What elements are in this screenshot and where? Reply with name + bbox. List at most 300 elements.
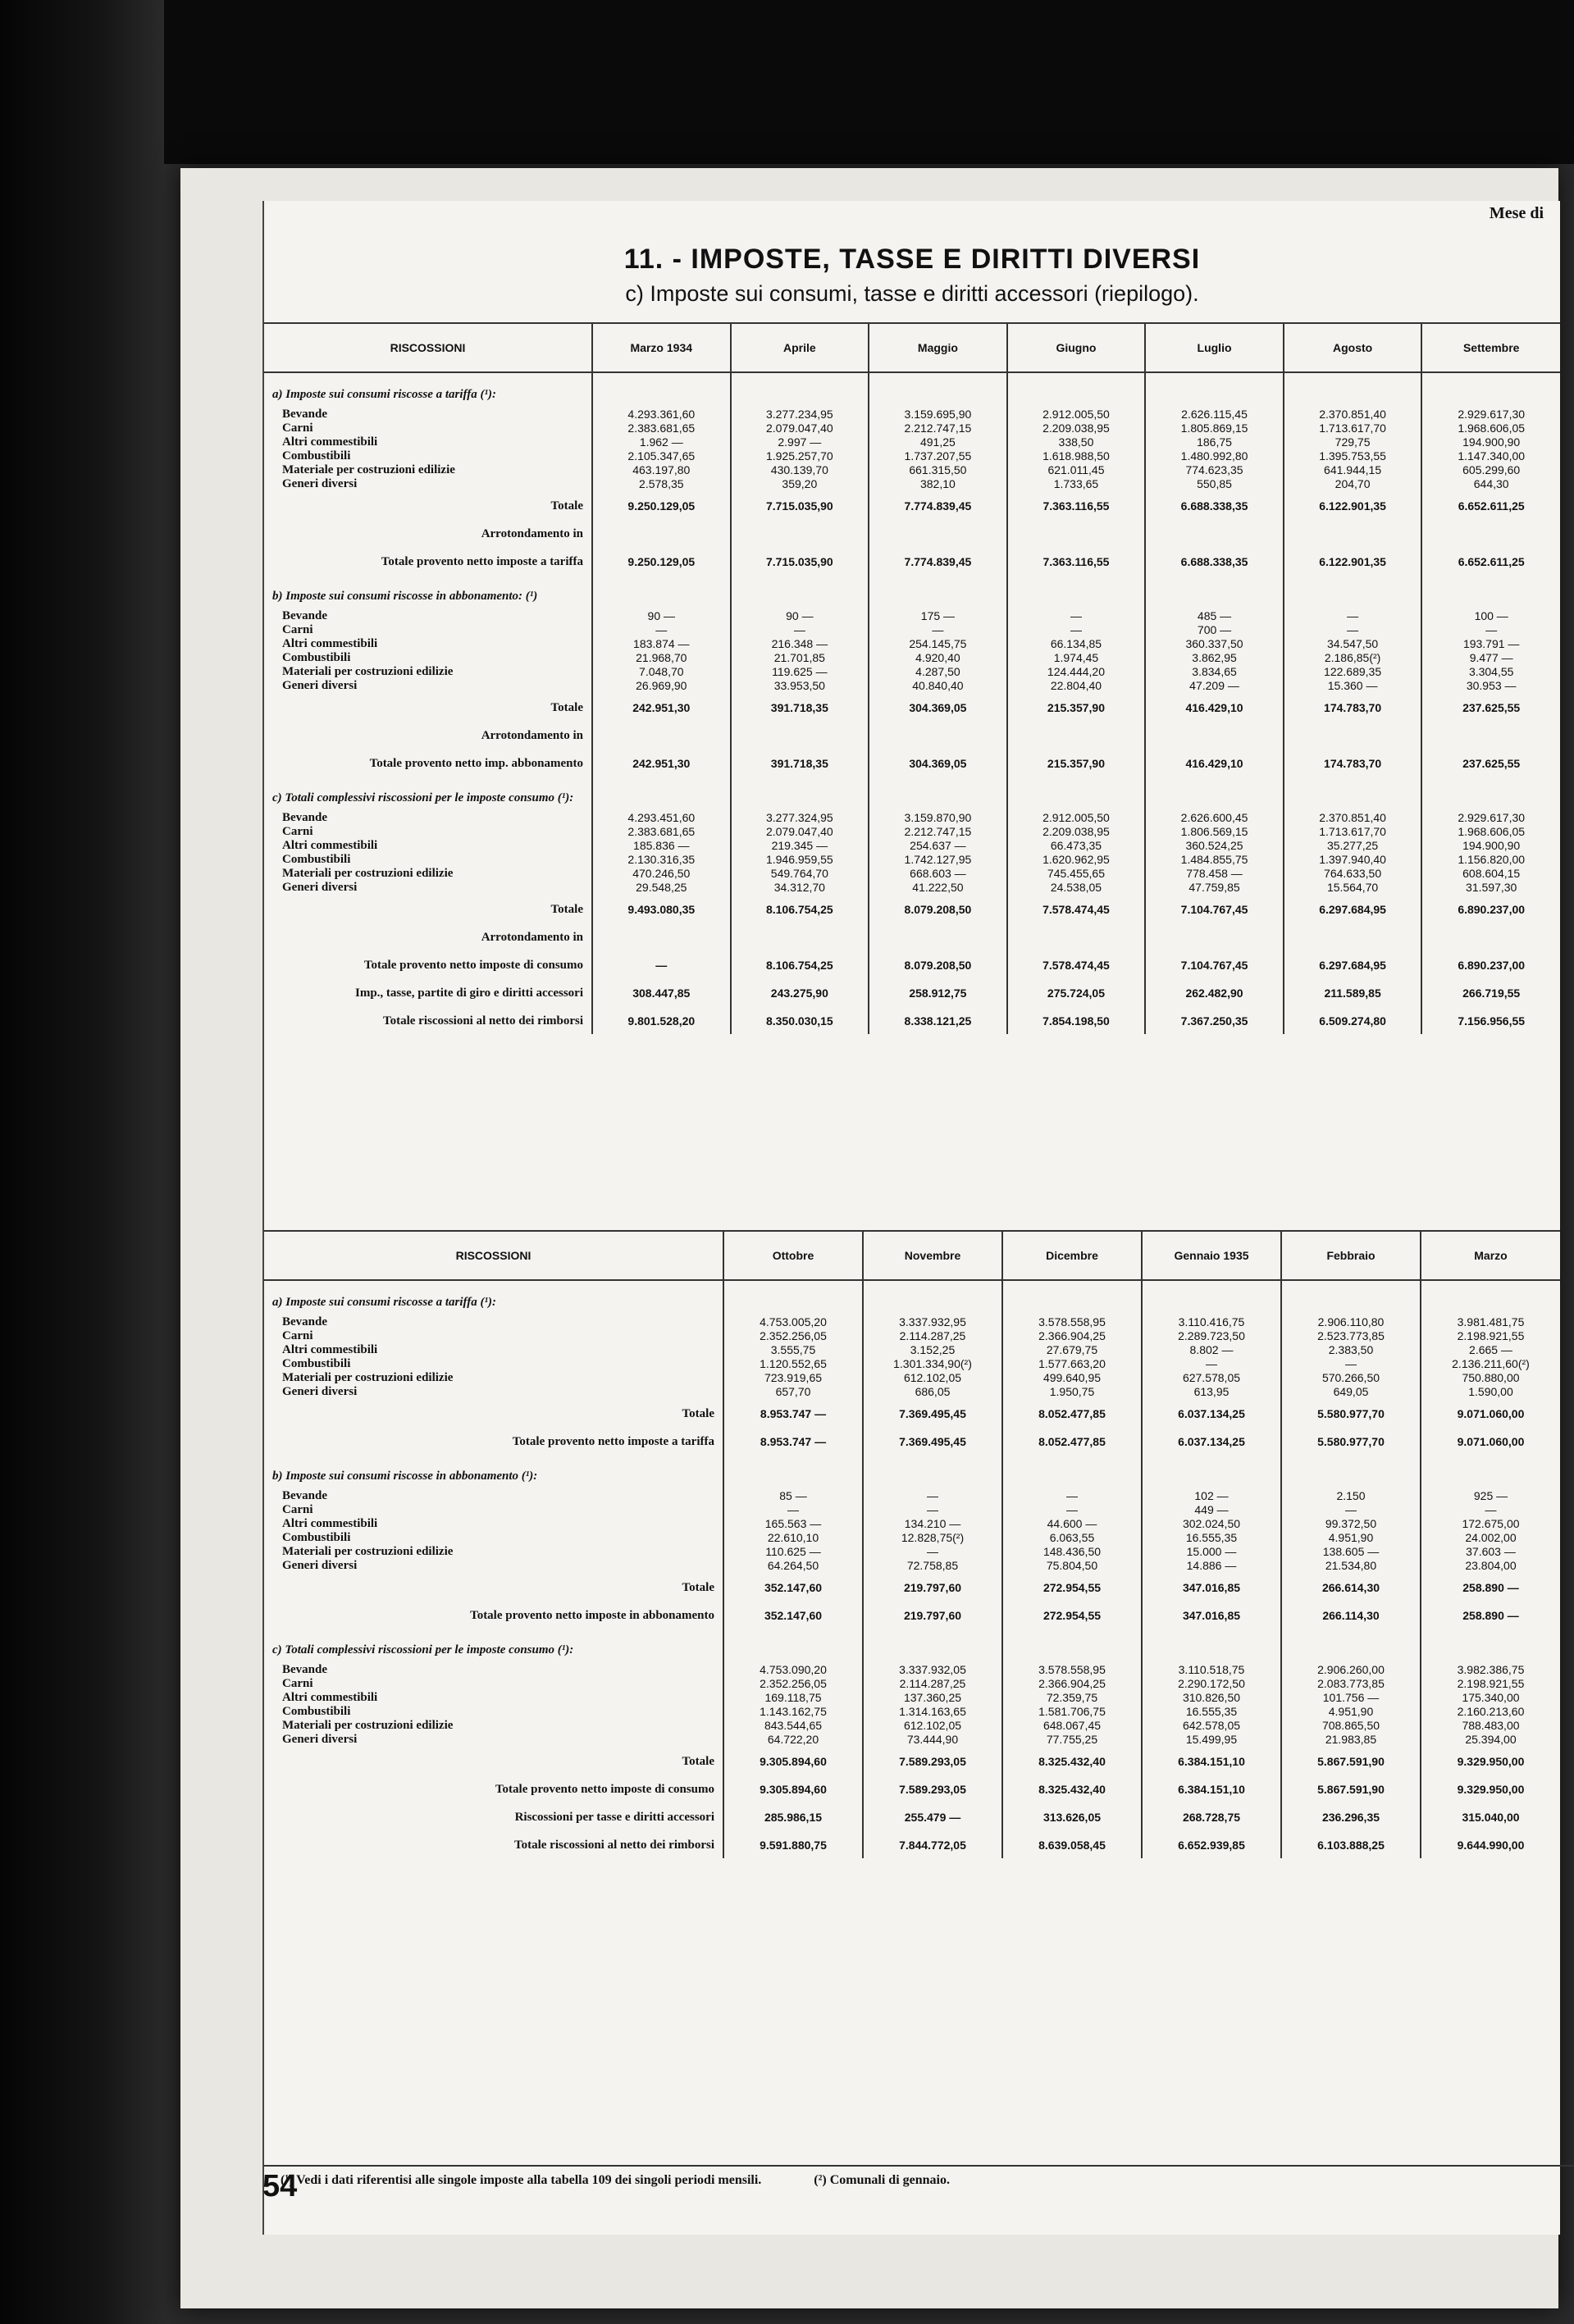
empty-cell [1007,372,1146,408]
table-row [264,1677,1560,1691]
row-label: Generi diversi [282,881,358,894]
empty-cell [1145,923,1284,950]
value-cell: 1.484.855,75 [1145,853,1284,867]
total-value: 243.275,90 [731,978,869,1006]
value-cell: 186,75 [1145,435,1284,449]
value-cell: 66.473,35 [1007,839,1146,853]
empty-cell [1421,777,1560,811]
value-cell: 122.689,35 [1284,665,1422,679]
column-header-month: Gennaio 1935 [1142,1231,1281,1280]
empty-cell [1145,372,1284,408]
value-cell: 101.756 — [1281,1691,1421,1705]
row-label: Altri commestibili [282,1691,378,1704]
row-label: Materiali per costruzioni edilizie [282,1545,454,1558]
value-cell: 15.564,70 [1284,881,1422,895]
rounding-row [264,519,1560,547]
total-value: — [592,950,731,978]
total-value: 6.297.684,95 [1284,895,1422,923]
empty-cell [592,721,731,749]
total-value: 308.447,85 [592,978,731,1006]
value-cell: — [1007,609,1146,623]
total-value: 5.867.591,90 [1281,1775,1421,1802]
empty-cell [1284,575,1422,609]
value-cell: 1.620.962,95 [1007,853,1146,867]
total-value: 6.890.237,00 [1421,895,1560,923]
value-cell: 2.929.617,30 [1421,811,1560,825]
row-label: Combustibili [282,853,351,866]
value-cell: 644,30 [1421,477,1560,491]
section-heading-row [264,1629,1560,1663]
value-cell: 2.289.723,50 [1142,1329,1281,1343]
value-cell: 570.266,50 [1281,1371,1421,1385]
table-row [264,609,1560,623]
column-header-month: Aprile [731,323,869,372]
value-cell: 608.604,15 [1421,867,1560,881]
value-cell: 137.360,25 [863,1691,1002,1705]
value-cell: 175.340,00 [1421,1691,1560,1705]
value-cell: 2.290.172,50 [1142,1677,1281,1691]
value-cell: 37.603 — [1421,1545,1560,1559]
empty-cell [1421,1280,1560,1315]
value-cell: 843.544,65 [723,1719,863,1733]
value-cell: 2.209.038,95 [1007,422,1146,435]
value-cell: 2.105.347,65 [592,449,731,463]
row-label: Combustibili [282,651,351,664]
value-cell: 2.626.600,45 [1145,811,1284,825]
row-label: Arrotondamento in [481,729,583,742]
table-row [264,1705,1560,1719]
value-cell: 1.805.869,15 [1145,422,1284,435]
column-header-month: Giugno [1007,323,1146,372]
empty-cell [869,721,1007,749]
section-heading-row [264,372,1560,408]
value-cell: 194.900,90 [1421,435,1560,449]
value-cell: 470.246,50 [592,867,731,881]
row-label: Generi diversi [282,1733,358,1746]
total-value: 215.357,90 [1007,693,1146,721]
value-cell: 485 — [1145,609,1284,623]
value-cell: 2.997 — [731,435,869,449]
row-label: Carni [282,1329,313,1342]
value-cell: 99.372,50 [1281,1517,1421,1531]
table-row [264,435,1560,449]
total-value: 174.783,70 [1284,693,1422,721]
value-cell: 2.912.005,50 [1007,408,1146,422]
value-cell: 925 — [1421,1489,1560,1503]
value-cell: 1.314.163,65 [863,1705,1002,1719]
total-value: 258.912,75 [869,978,1007,1006]
value-cell: 1.946.959,55 [731,853,869,867]
value-cell: 24.538,05 [1007,881,1146,895]
table-row [264,1343,1560,1357]
row-label: Bevande [282,1489,328,1502]
value-cell: 15.360 — [1284,679,1422,693]
total-value: 8.052.477,85 [1002,1399,1142,1427]
total-label: Totale [682,1407,714,1420]
table-row [264,1663,1560,1677]
table-row [264,825,1560,839]
column-header-riscossioni: RISCOSSIONI [264,323,592,372]
total-value: 416.429,10 [1145,749,1284,777]
total-value: 272.954,55 [1002,1573,1142,1601]
empty-cell [1421,372,1560,408]
value-cell: 612.102,05 [863,1371,1002,1385]
empty-cell [1002,1280,1142,1315]
row-label: Bevande [282,609,328,622]
value-cell: 2.083.773,85 [1281,1677,1421,1691]
value-cell: 3.555,75 [723,1343,863,1357]
value-cell: 661.315,50 [869,463,1007,477]
total-value: 266.719,55 [1421,978,1560,1006]
value-cell: 700 — [1145,623,1284,637]
section-heading: a) Imposte sui consumi riscosse a tariffa (¹): [272,388,496,401]
value-cell: 2.114.287,25 [863,1677,1002,1691]
value-cell: 360.524,25 [1145,839,1284,853]
section-heading-row [264,1455,1560,1489]
empty-cell [723,1280,863,1315]
value-cell: 2.212.747,15 [869,825,1007,839]
total-value: 7.715.035,90 [731,547,869,575]
column-header-riscossioni: RISCOSSIONI [264,1231,723,1280]
value-cell: 119.625 — [731,665,869,679]
total-value: 272.954,55 [1002,1601,1142,1629]
value-cell: 1.950,75 [1002,1385,1142,1399]
empty-cell [869,923,1007,950]
value-cell: 302.024,50 [1142,1517,1281,1531]
value-cell: 1.143.162,75 [723,1705,863,1719]
total-value: 9.329.950,00 [1421,1775,1560,1802]
total-value: 255.479 — [863,1802,1002,1830]
value-cell: — [1421,1503,1560,1517]
rounding-row [264,923,1560,950]
value-cell: 310.826,50 [1142,1691,1281,1705]
total-value: 8.052.477,85 [1002,1427,1142,1455]
value-cell: 204,70 [1284,477,1422,491]
table-row [264,853,1560,867]
value-cell: 3.862,95 [1145,651,1284,665]
empty-cell [592,372,731,408]
table-row [264,1489,1560,1503]
table-sheet [262,201,1560,2235]
table-row [264,811,1560,825]
value-cell: 1.156.820,00 [1421,853,1560,867]
empty-cell [863,1280,1002,1315]
total-value: 9.305.894,60 [723,1747,863,1775]
empty-cell [1281,1455,1421,1489]
table-row [264,422,1560,435]
value-cell: — [1281,1357,1421,1371]
value-cell: 1.733,65 [1007,477,1146,491]
value-cell: 2.150 [1281,1489,1421,1503]
empty-cell [869,519,1007,547]
empty-cell [1007,519,1146,547]
value-cell: 3.578.558,95 [1002,1663,1142,1677]
value-cell: 1.968.606,05 [1421,422,1560,435]
table-row [264,1545,1560,1559]
value-cell: 2.366.904,25 [1002,1677,1142,1691]
row-label: Combustibili [282,449,351,463]
empty-cell [1284,923,1422,950]
table-row [264,408,1560,422]
value-cell: 2.523.773,85 [1281,1329,1421,1343]
section-heading-row [264,575,1560,609]
value-cell: 430.139,70 [731,463,869,477]
table-row [264,665,1560,679]
value-cell: 1.806.569,15 [1145,825,1284,839]
scan-dark-border-left [0,0,164,2324]
total-value: 7.363.116,55 [1007,491,1146,519]
footnote-1: (¹) Vedi i dati riferentisi alle singole imposte alla tabella 109 dei singoli periodi mensili. [281,2173,762,2187]
value-cell: 47.209 — [1145,679,1284,693]
value-cell: 3.159.870,90 [869,811,1007,825]
empty-cell [1284,721,1422,749]
value-cell: 8.802 — [1142,1343,1281,1357]
total-value: 8.639.058,45 [1002,1830,1142,1858]
empty-cell [1145,519,1284,547]
row-label: Bevande [282,811,328,824]
column-header-month: Ottobre [723,1231,863,1280]
value-cell: 1.713.617,70 [1284,422,1422,435]
net-total-row [264,1601,1560,1629]
empty-cell [731,923,869,950]
page-number: 54 [262,2169,298,2203]
empty-cell [1142,1629,1281,1663]
value-cell: 34.547,50 [1284,637,1422,651]
total-label: Totale [682,1755,714,1768]
value-cell: — [1284,609,1422,623]
column-header-month: Novembre [863,1231,1002,1280]
table-row [264,477,1560,491]
row-label: Generi diversi [282,679,358,692]
value-cell: 2.370.851,40 [1284,811,1422,825]
section-heading-row [264,777,1560,811]
row-label: Combustibili [282,1705,351,1718]
value-cell: 4.951,90 [1281,1531,1421,1545]
empty-cell [592,575,731,609]
rounding-row [264,721,1560,749]
value-cell: 729,75 [1284,435,1422,449]
section-heading: b) Imposte sui consumi riscosse in abbonamento: (¹) [272,590,538,603]
empty-cell [1421,1455,1560,1489]
net-total-row [264,1775,1560,1802]
total-value: 9.071.060,00 [1421,1427,1560,1455]
empty-cell [1145,721,1284,749]
total-row [264,491,1560,519]
value-cell: 3.277.324,95 [731,811,869,825]
row-label: Arrotondamento in [481,931,583,944]
total-value: 219.797,60 [863,1601,1002,1629]
total-label: Totale provento netto imp. abbonamento [369,757,583,770]
total-value: 304.369,05 [869,693,1007,721]
value-cell: 359,20 [731,477,869,491]
value-cell: 15.000 — [1142,1545,1281,1559]
table-row [264,839,1560,853]
value-cell: 499.640,95 [1002,1371,1142,1385]
table-row [264,1385,1560,1399]
total-value: 315.040,00 [1421,1802,1560,1830]
value-cell: 90 — [592,609,731,623]
total-value: 313.626,05 [1002,1802,1142,1830]
total-value: 242.951,30 [592,693,731,721]
value-cell: 2.186,85(²) [1284,651,1422,665]
total-value: 8.079.208,50 [869,895,1007,923]
empty-cell [731,372,869,408]
empty-cell [1284,519,1422,547]
value-cell: 2.370.851,40 [1284,408,1422,422]
value-cell: — [863,1489,1002,1503]
value-cell: 185.836 — [592,839,731,853]
value-cell: 613,95 [1142,1385,1281,1399]
value-cell: 169.118,75 [723,1691,863,1705]
total-label: Totale provento netto imposte a tariffa [381,555,583,568]
total-value: 7.578.474,45 [1007,950,1146,978]
row-label: Arrotondamento in [481,527,583,540]
value-cell: 764.633,50 [1284,867,1422,881]
value-cell: 2.366.904,25 [1002,1329,1142,1343]
table-row [264,1371,1560,1385]
value-cell: 2.906.260,00 [1281,1663,1421,1677]
value-cell: 2.212.747,15 [869,422,1007,435]
value-cell: 2.383,50 [1281,1343,1421,1357]
page-subtitle: c) Imposte sui consumi, tasse e diritti accessori (riepilogo). [625,281,1199,306]
section-heading: b) Imposte sui consumi riscosse in abbonamento (¹): [272,1470,538,1483]
column-header-month: Maggio [869,323,1007,372]
total-label: Totale riscossioni al netto dei rimborsi [513,1839,714,1852]
total-value: 352.147,60 [723,1601,863,1629]
value-cell: 9.477 — [1421,651,1560,665]
value-cell: 1.581.706,75 [1002,1705,1142,1719]
value-cell: 657,70 [723,1385,863,1399]
value-cell: 3.110.518,75 [1142,1663,1281,1677]
total-value: 174.783,70 [1284,749,1422,777]
net-total-row [264,547,1560,575]
value-cell: 47.759,85 [1145,881,1284,895]
value-cell: 449 — [1142,1503,1281,1517]
value-cell: 2.912.005,50 [1007,811,1146,825]
value-cell: 2.578,35 [592,477,731,491]
total-value: 8.325.432,40 [1002,1775,1142,1802]
row-label: Altri commestibili [282,839,378,852]
total-label: Totale riscossioni al netto dei rimborsi [382,1014,583,1028]
empty-cell [1007,923,1146,950]
value-cell: 22.610,10 [723,1531,863,1545]
total-value: 7.589.293,05 [863,1775,1002,1802]
empty-cell [863,1629,1002,1663]
value-cell: 2.130.316,35 [592,853,731,867]
empty-cell [592,519,731,547]
column-header-month: Marzo [1421,1231,1560,1280]
empty-cell [1145,575,1284,609]
value-cell: 66.134,85 [1007,637,1146,651]
value-cell: 3.982.386,75 [1421,1663,1560,1677]
value-cell: 3.578.558,95 [1002,1315,1142,1329]
value-cell: 183.874 — [592,637,731,651]
value-cell: 668.603 — [869,867,1007,881]
total-value: 416.429,10 [1145,693,1284,721]
value-cell: — [863,1545,1002,1559]
empty-cell [1421,519,1560,547]
total-value: 8.350.030,15 [731,1006,869,1034]
total-value: 9.493.080,35 [592,895,731,923]
value-cell: 648.067,45 [1002,1719,1142,1733]
value-cell: 2.383.681,65 [592,825,731,839]
value-cell: — [1002,1489,1142,1503]
total-value: 237.625,55 [1421,693,1560,721]
scanned-page [180,168,1558,2308]
total-value: 8.079.208,50 [869,950,1007,978]
value-cell: 21.534,80 [1281,1559,1421,1573]
value-cell: 621.011,45 [1007,463,1146,477]
empty-cell [731,777,869,811]
total-value: 9.801.528,20 [592,1006,731,1034]
total-row [264,1399,1560,1427]
empty-cell [731,575,869,609]
value-cell: 1.147.340,00 [1421,449,1560,463]
value-cell: 2.198.921,55 [1421,1677,1560,1691]
total-value: 391.718,35 [731,749,869,777]
value-cell: 165.563 — [723,1517,863,1531]
section-heading: c) Totali complessivi riscossioni per le imposte consumo (¹): [272,791,574,804]
section-heading: c) Totali complessivi riscossioni per le imposte consumo (¹): [272,1643,574,1656]
total-value: 9.305.894,60 [723,1775,863,1802]
total-value: 5.580.977,70 [1281,1427,1421,1455]
value-cell: 2.352.256,05 [723,1329,863,1343]
value-cell: 102 — [1142,1489,1281,1503]
value-cell: 44.600 — [1002,1517,1142,1531]
scan-dark-border-top [0,0,1574,164]
accessory-row [264,1802,1560,1830]
total-row [264,1747,1560,1775]
value-cell: 686,05 [863,1385,1002,1399]
empty-cell [1145,777,1284,811]
row-label: Combustibili [282,1357,351,1370]
value-cell: 774.623,35 [1145,463,1284,477]
total-value: 6.122.901,35 [1284,491,1422,519]
total-value: 347.016,85 [1142,1573,1281,1601]
value-cell: 35.277,25 [1284,839,1422,853]
value-cell: — [1421,623,1560,637]
total-value: 391.718,35 [731,693,869,721]
empty-cell [723,1455,863,1489]
total-value: 6.384.151,10 [1142,1747,1281,1775]
total-value: 7.369.495,45 [863,1399,1002,1427]
row-label: Carni [282,1677,313,1690]
value-cell: 90 — [731,609,869,623]
total-value: 285.986,15 [723,1802,863,1830]
table-row [264,881,1560,895]
value-cell: 1.742.127,95 [869,853,1007,867]
row-label: Materiali per costruzioni edilizie [282,1371,454,1384]
row-label: Combustibili [282,1531,351,1544]
table-row [264,1329,1560,1343]
value-cell: 642.578,05 [1142,1719,1281,1733]
empty-cell [1007,777,1146,811]
value-cell: 708.865,50 [1281,1719,1421,1733]
total-value: 242.951,30 [592,749,731,777]
empty-cell [1421,1629,1560,1663]
total-value: 352.147,60 [723,1573,863,1601]
total-value: 275.724,05 [1007,978,1146,1006]
value-cell: — [1284,623,1422,637]
value-cell: 1.395.753,55 [1284,449,1422,463]
value-cell: 2.929.617,30 [1421,408,1560,422]
total-row [264,895,1560,923]
value-cell: 2.198.921,55 [1421,1329,1560,1343]
value-cell: 75.804,50 [1002,1559,1142,1573]
total-value: 7.156.956,55 [1421,1006,1560,1034]
empty-cell [1002,1455,1142,1489]
value-cell: 788.483,00 [1421,1719,1560,1733]
